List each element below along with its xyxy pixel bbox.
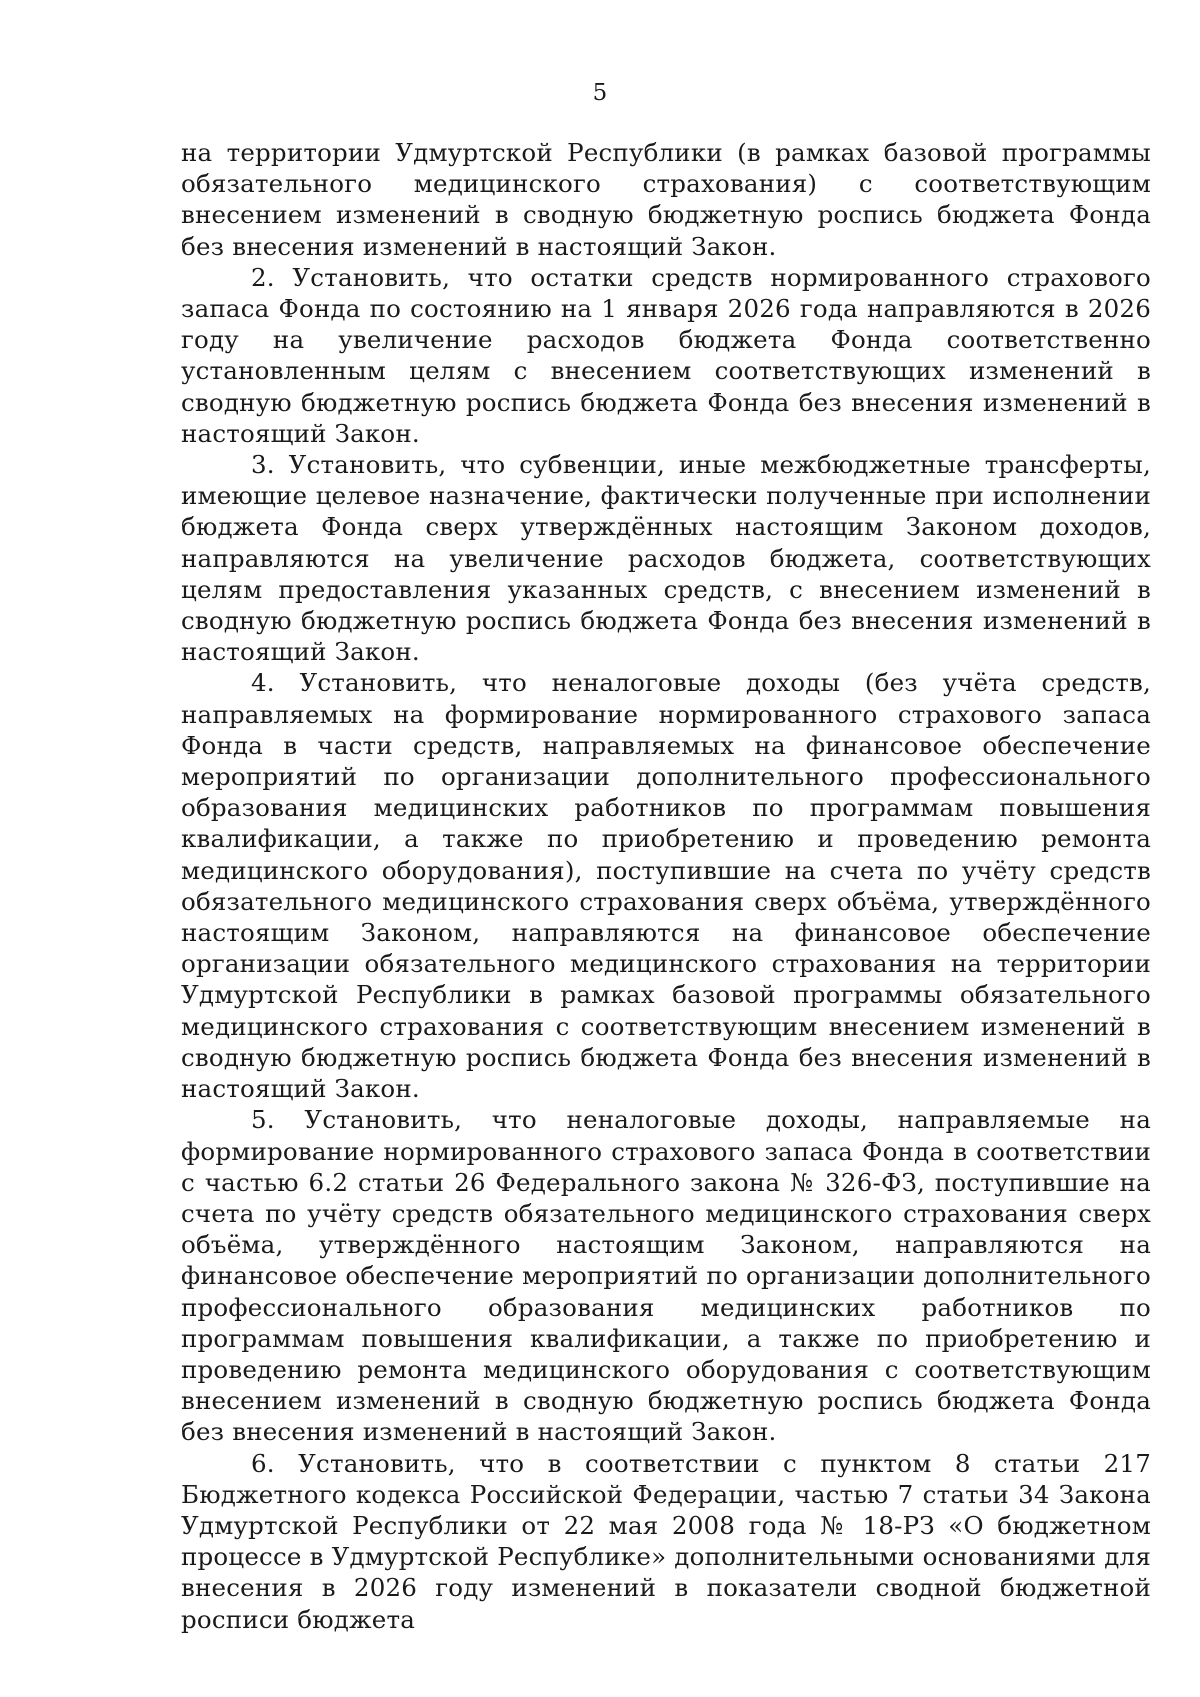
- paragraph-item-6: 6. Установить, что в соответствии с пунктом 8 статьи 217 Бюджетного кодекса Российской Федерации, частью 7 статьи 34 Закона Удмуртской Республики от 22 мая 2008 года № 18-РЗ «О бюджетном процессе в Удмуртской Республике» дополнительными основаниями для внесения в 2026 году изменений в показатели сводной бюджетной росписи бюджета: [181, 1448, 1151, 1634]
- paragraph-item-3: 3. Установить, что субвенции, иные межбюджетные трансферты, имеющие целевое назначение, фактически полученные при исполнении бюджета Фонда сверх утверждённых настоящим Законом доходов, направляются на увеличение расходов бюджета, соответствующих целям предоставления указанных средств, с внесением изменений в сводную бюджетную роспись бюджета Фонда без внесения изменений в настоящий Закон.: [181, 450, 1151, 667]
- paragraph-item-2: 2. Установить, что остатки средств нормированного страхового запаса Фонда по состоянию на 1 января 2026 года направляются в 2026 году на увеличение расходов бюджета Фонда соответственно установленным целям с внесением соответствующих изменений в сводную бюджетную роспись бюджета Фонда без внесения изменений в настоящий Закон.: [181, 262, 1151, 448]
- paragraph-item-4: 4. Установить, что неналоговые доходы (без учёта средств, направляемых на формирование нормированного страхового запаса Фонда в части средств, направляемых на финансовое обеспечение мероприятий по организации дополнительного профессионального образования медицинских работников по программам повышения квалификации, а также по приобретению и проведению ремонта медицинского оборудования), поступившие на счета по учёту средств обязательного медицинского страхования сверх объёма, утверждённого настоящим Законом, направляются на финансовое обеспечение организации обязательного медицинского страхования на территории Удмуртской Республики в рамках базовой программы обязательного медицинского страхования с соответствующим внесением изменений в сводную бюджетную роспись бюджета Фонда без внесения изменений в настоящий Закон.: [181, 668, 1151, 1104]
- document-body: [181, 137, 1151, 1635]
- page-number: 5: [592, 80, 608, 106]
- paragraph-item-5: 5. Установить, что неналоговые доходы, направляемые на формирование нормированного страхового запаса Фонда в соответствии с частью 6.2 статьи 26 Федерального закона № 326-ФЗ, поступившие на счета по учёту средств обязательного медицинского страхования сверх объёма, утверждённого настоящим Законом, направляются на финансовое обеспечение мероприятий по организации дополнительного профессионального образования медицинских работников по программам повышения квалификации, а также по приобретению и проведению ремонта медицинского оборудования с соответствующим внесением изменений в сводную бюджетную роспись бюджета Фонда без внесения изменений в настоящий Закон.: [181, 1105, 1151, 1447]
- paragraph-continuation: на территории Удмуртской Республики (в рамках базовой программы обязательного медицинского страхования) с соответствующим внесением изменений в сводную бюджетную роспись бюджета Фонда без внесения изменений в настоящий Закон.: [181, 138, 1151, 261]
